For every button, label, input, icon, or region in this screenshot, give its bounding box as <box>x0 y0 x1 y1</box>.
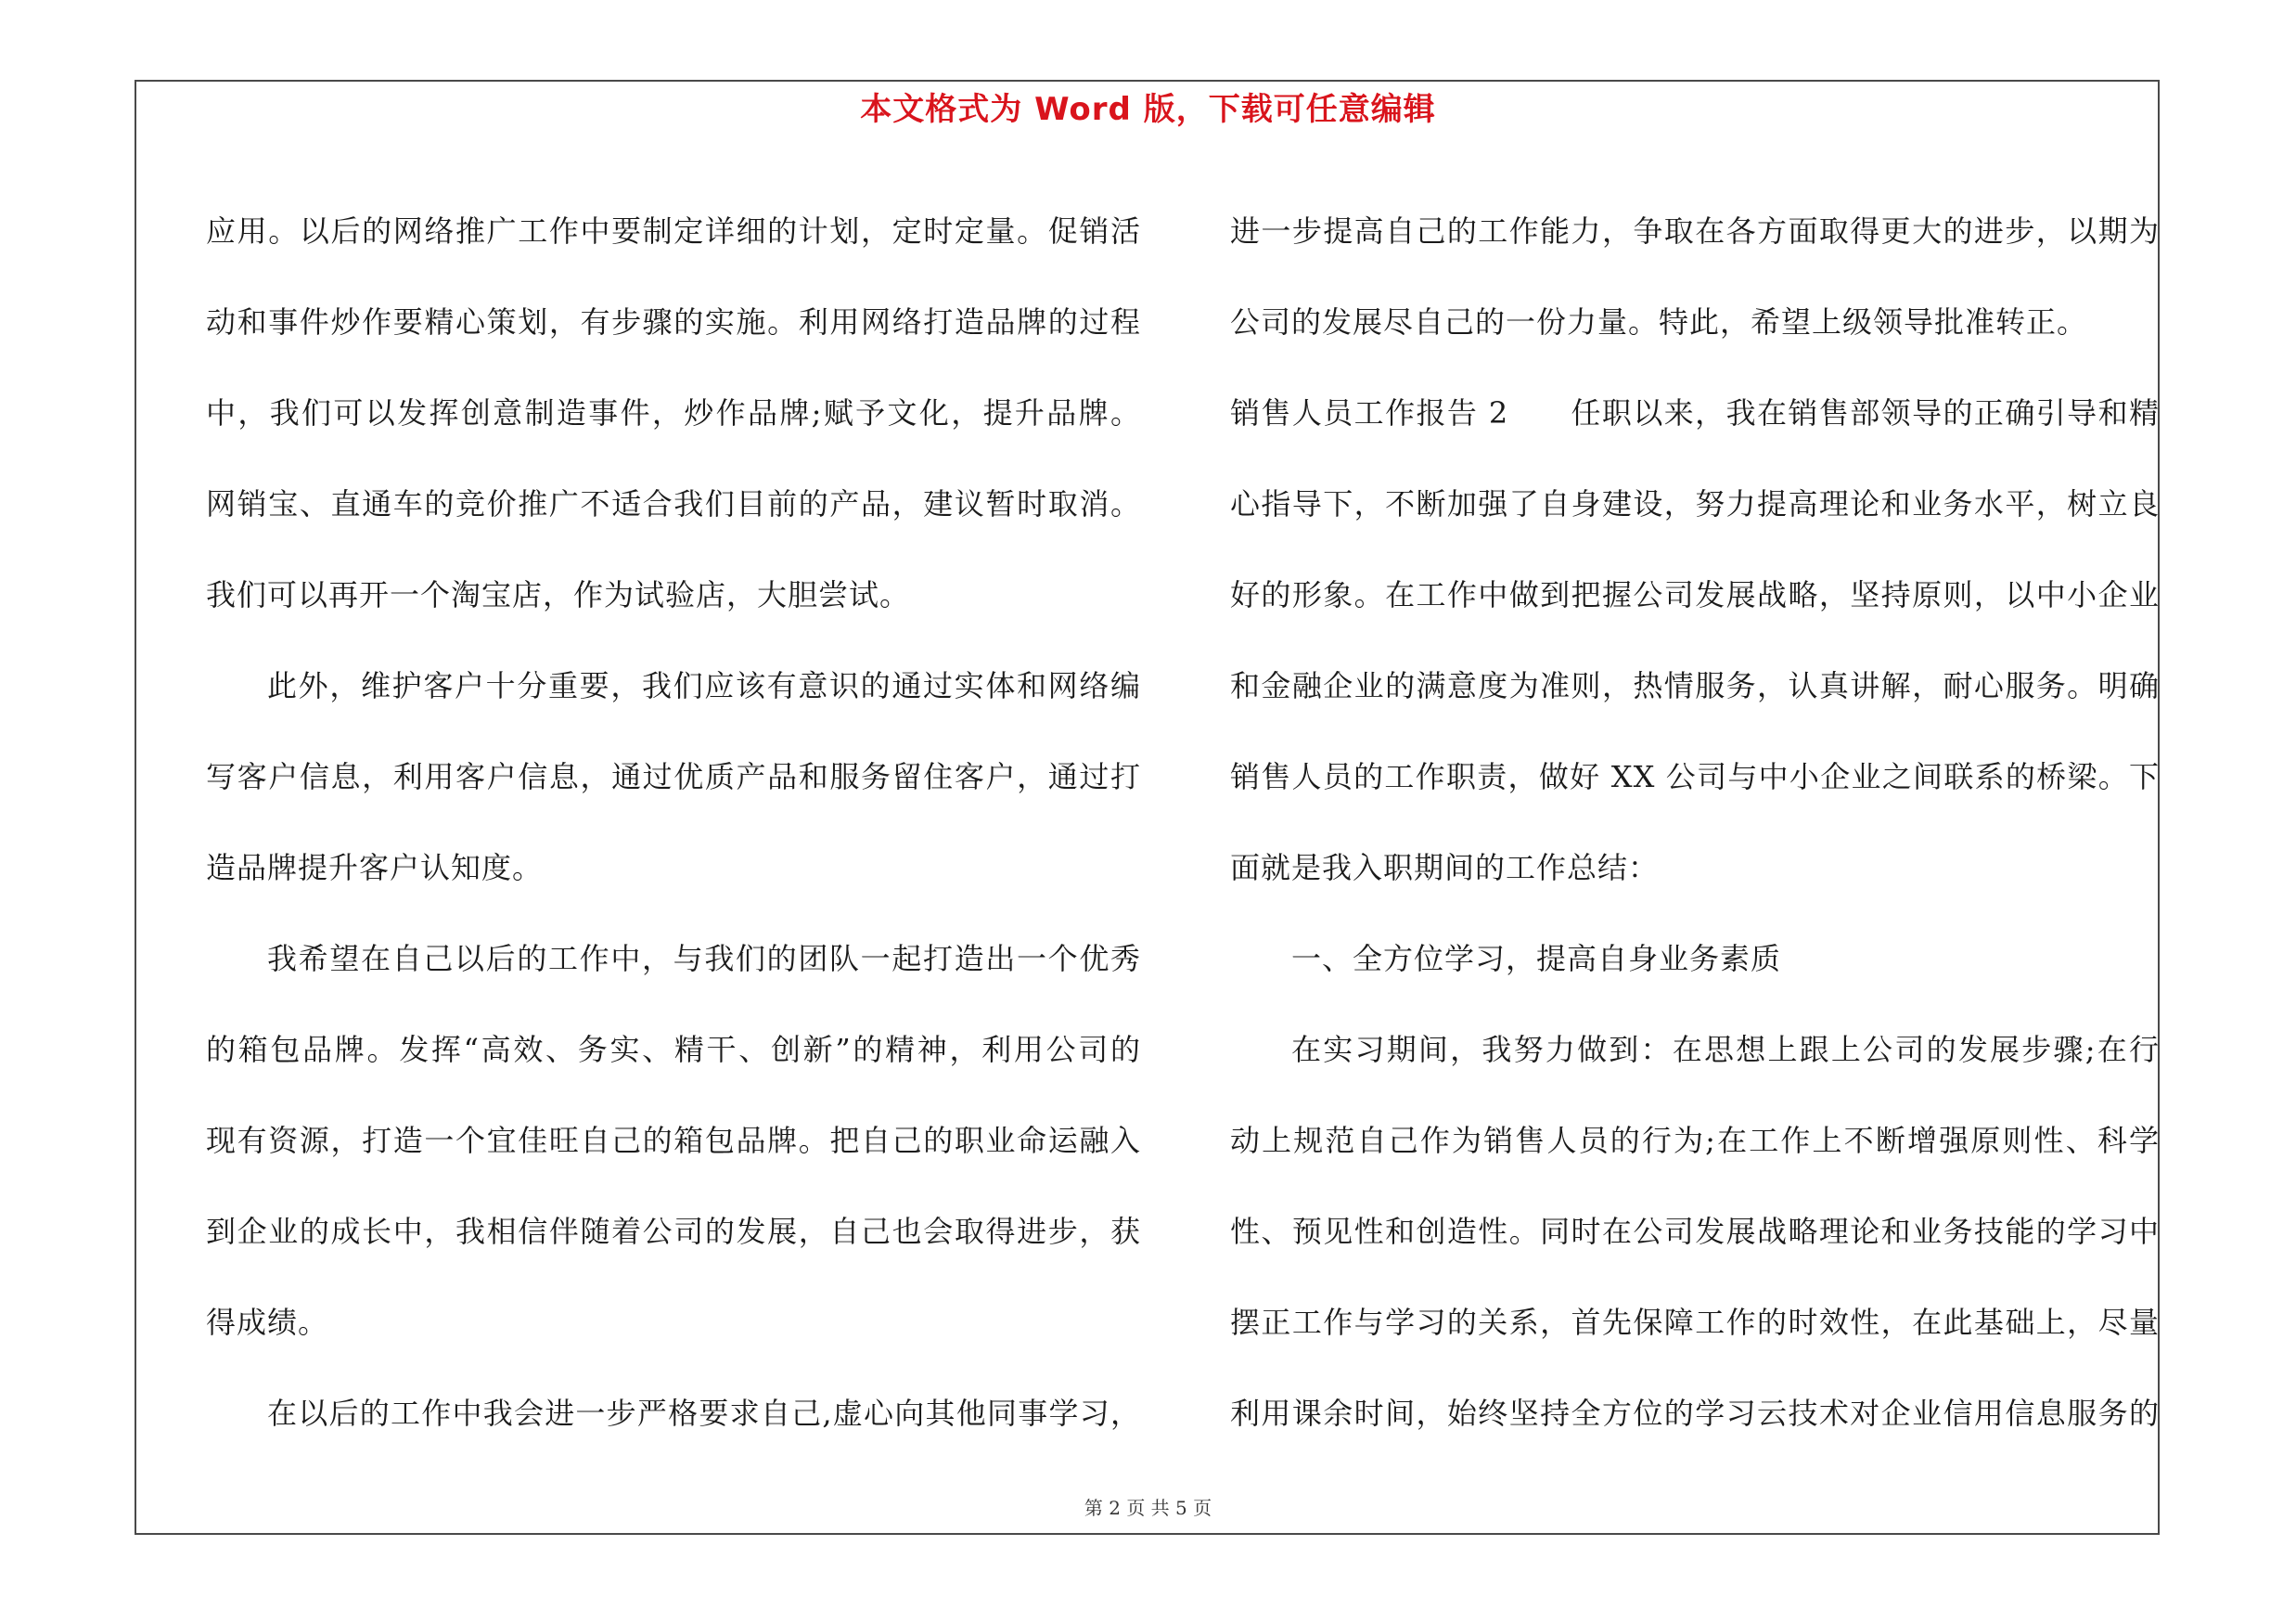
text-line: 和金融企业的满意度为准则，热情服务，认真讲解，耐心服务。明确 <box>1230 668 2160 703</box>
text-line: 面就是我入职期间的工作总结： <box>1230 850 1660 885</box>
text-line: 在以后的工作中我会进一步严格要求自己,虚心向其他同事学习， <box>267 1396 1141 1431</box>
text-line: 我们可以再开一个淘宝店，作为试验店，大胆尝试。 <box>206 577 911 612</box>
text-line: 销售人员工作报告 2 任职以来，我在销售部领导的正确引导和精 <box>1230 395 2160 431</box>
text-line: 得成绩。 <box>206 1305 329 1340</box>
text-line: 摆正工作与学习的关系，首先保障工作的时效性，在此基础上，尽量 <box>1230 1305 2160 1340</box>
text-line: 好的形象。在工作中做到把握公司发展战略，坚持原则，以中小企业 <box>1230 577 2160 612</box>
text-line: 动上规范自己作为销售人员的行为;在工作上不断增强原则性、科学 <box>1230 1123 2160 1158</box>
text-line: 网销宝、直通车的竞价推广不适合我们目前的产品，建议暂时取消。 <box>206 486 1141 522</box>
text-line: 的箱包品牌。发挥“高效、务实、精干、创新”的精神，利用公司的 <box>206 1032 1141 1067</box>
page-number-footer: 第 2 页 共 5 页 <box>1084 1497 1212 1519</box>
left-text-column <box>206 186 1141 1459</box>
text-line: 此外，维护客户十分重要，我们应该有意识的通过实体和网络编 <box>267 668 1141 703</box>
text-line: 心指导下，不断加强了自身建设，努力提高理论和业务水平，树立良 <box>1230 486 2160 522</box>
text-line: 到企业的成长中，我相信伴随着公司的发展，自己也会取得进步，获 <box>206 1214 1141 1249</box>
text-line: 动和事件炒作要精心策划，有步骤的实施。利用网络打造品牌的过程 <box>206 304 1141 340</box>
text-line: 写客户信息，利用客户信息，通过优质产品和服务留住客户，通过打 <box>206 759 1141 794</box>
text-line: 在实习期间，我努力做到：在思想上跟上公司的发展步骤;在行 <box>1291 1032 2160 1067</box>
text-line: 中，我们可以发挥创意制造事件，炒作品牌;赋予文化，提升品牌。 <box>206 395 1141 431</box>
text-line: 进一步提高自己的工作能力，争取在各方面取得更大的进步，以期为 <box>1230 213 2160 249</box>
text-line: 一、全方位学习，提高自身业务素质 <box>1291 941 1782 976</box>
text-line: 造品牌提升客户认知度。 <box>206 850 544 885</box>
text-line: 利用课余时间，始终坚持全方位的学习云技术对企业信用信息服务的 <box>1230 1396 2160 1431</box>
text-line: 公司的发展尽自己的一份力量。特此，希望上级领导批准转正。 <box>1230 304 2088 340</box>
text-line: 我希望在自己以后的工作中，与我们的团队一起打造出一个优秀 <box>267 941 1141 976</box>
text-line: 现有资源，打造一个宜佳旺自己的箱包品牌。把自己的职业命运融入 <box>206 1123 1141 1158</box>
text-line: 应用。以后的网络推广工作中要制定详细的计划，定时定量。促销活 <box>206 213 1141 249</box>
format-notice-banner: 本文格式为 Word 版，下载可任意编辑 <box>860 91 1436 128</box>
text-line: 销售人员的工作职责，做好 XX 公司与中小企业之间联系的桥梁。下 <box>1230 759 2160 794</box>
text-line: 性、预见性和创造性。同时在公司发展战略理论和业务技能的学习中 <box>1230 1214 2160 1249</box>
right-text-column <box>1230 186 2160 1459</box>
